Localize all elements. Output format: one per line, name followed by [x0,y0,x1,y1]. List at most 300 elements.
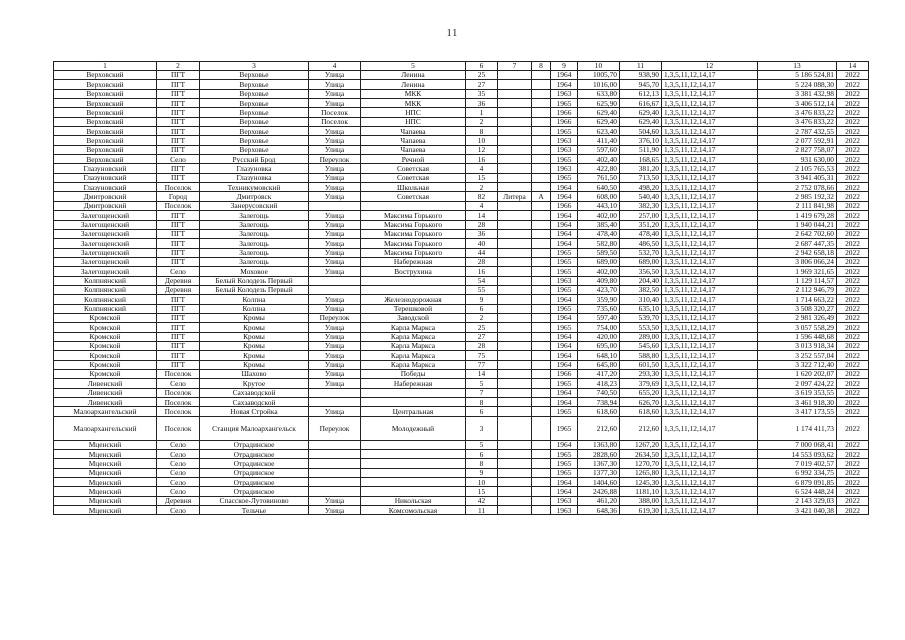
table-cell: 5 186 524,81 [758,71,837,80]
table-row [54,440,869,449]
table-cell: 1,3,5,11,12,14,17 [662,71,758,80]
table-cell: 1963 [551,496,578,505]
table-cell: Дмитровский [54,201,157,210]
table-cell: 3 057 558,29 [758,323,837,332]
table-cell: ПГТ [157,332,200,341]
table-cell: 648,10 [578,351,620,360]
table-cell: 6 [466,407,498,416]
table-cell: Залегощь [200,220,309,229]
table-cell: Деревня [157,496,200,505]
table-cell: 1,3,5,11,12,14,17 [662,468,758,477]
table-cell: 1005,70 [578,71,620,80]
table-cell: 3 619 353,55 [758,388,837,397]
table-cell [532,117,551,126]
table-row [54,220,869,229]
table-cell: Село [157,440,200,449]
table-cell [498,229,532,238]
table-row [54,276,869,285]
table-cell [498,239,532,248]
table-cell: Село [157,379,200,388]
table-row [54,295,869,304]
table-row [54,379,869,388]
table-cell: 2022 [837,407,869,416]
table-cell [498,220,532,229]
table-cell: 3 322 712,40 [758,360,837,369]
table-cell: 1966 [551,117,578,126]
table-cell: Шахово [200,370,309,379]
table-cell [498,370,532,379]
table-cell: Новая Стройка [200,407,309,416]
table-cell: 3 417 173,55 [758,407,837,416]
table-cell: 1965 [551,459,578,468]
table-row [54,468,869,477]
page-number: 11 [446,28,459,39]
table-cell: 402,00 [578,211,620,220]
table-cell [532,360,551,369]
table-cell: 2022 [837,257,869,266]
table-row [54,183,869,192]
table-cell [361,478,466,487]
table-cell: 1,3,5,11,12,14,17 [662,183,758,192]
table-cell [498,136,532,145]
table-cell: 1964 [551,183,578,192]
table-cell [498,341,532,350]
table-cell: 1,3,5,11,12,14,17 [662,304,758,313]
table-cell: 28 [466,257,498,266]
table-cell: Максима Горького [361,220,466,229]
table-cell: Карла Маркса [361,360,466,369]
table-cell: Поселок [157,183,200,192]
table-cell: Улица [309,407,361,416]
column-number: 11 [620,62,662,71]
table-cell: 11 [466,506,498,515]
table-cell [498,145,532,154]
table-cell: 1965 [551,323,578,332]
table-cell: 2022 [837,164,869,173]
table-cell: Верховье [200,80,309,89]
table-cell: ПГТ [157,323,200,332]
table-cell: Улица [309,323,361,332]
table-cell: 1,3,5,11,12,14,17 [662,201,758,210]
table-row [54,239,869,248]
table-cell: Тельчье [200,506,309,515]
table-cell: Карла Маркса [361,332,466,341]
table-row [54,89,869,98]
table-cell [532,201,551,210]
table-cell: Поселок [157,201,200,210]
table-cell: 1964 [551,487,578,496]
table-cell: Переулок [309,416,361,440]
table-cell [532,478,551,487]
table-cell: Поселок [157,370,200,379]
table-cell: 2 111 841,98 [758,201,837,210]
table-cell: Улица [309,145,361,154]
table-cell [498,80,532,89]
table-cell: 1,3,5,11,12,14,17 [662,351,758,360]
table-cell: Деревня [157,285,200,294]
table-cell: Переулок [309,313,361,322]
table-cell: Мценский [54,459,157,468]
table-cell [532,155,551,164]
table-cell [532,351,551,360]
table-cell: Набережная [361,257,466,266]
table-cell: 1245,30 [620,478,662,487]
table-cell: Село [157,506,200,515]
table-cell: 1016,00 [578,80,620,89]
table-cell: 1964 [551,478,578,487]
table-cell: 1965 [551,257,578,266]
table-cell: 1966 [551,108,578,117]
table-cell: 1963 [551,164,578,173]
table-cell: Ливенский [54,398,157,407]
table-cell: ПГТ [157,248,200,257]
table-cell: 618,60 [578,407,620,416]
table-cell: 1,3,5,11,12,14,17 [662,164,758,173]
table-cell [532,379,551,388]
table-cell: Верховский [54,127,157,136]
table-cell: Улица [309,211,361,220]
table-cell: Победы [361,370,466,379]
table-cell: Белый Колодезь Первый [200,276,309,285]
table-cell: 6 879 091,85 [758,478,837,487]
table-cell [361,388,466,397]
table-cell: 540,40 [620,192,662,201]
table-cell: 2022 [837,183,869,192]
table-cell: Кромской [54,360,157,369]
table-cell: Сахзаводской [200,398,309,407]
table-cell: 1964 [551,229,578,238]
table-cell: 1 714 663,22 [758,295,837,304]
table-cell: 1,3,5,11,12,14,17 [662,341,758,350]
table-row [54,388,869,397]
table-cell: 1,3,5,11,12,14,17 [662,450,758,459]
table-cell: 635,10 [620,304,662,313]
table-cell: 422,80 [578,164,620,173]
table-cell: 2022 [837,89,869,98]
table-cell: 257,00 [620,211,662,220]
table-cell: 713,50 [620,173,662,182]
table-cell: 1,3,5,11,12,14,17 [662,155,758,164]
table-cell: Верховский [54,89,157,98]
table-cell: Ленина [361,71,466,80]
table-row [54,257,869,266]
table-cell: 1,3,5,11,12,14,17 [662,379,758,388]
table-cell [361,201,466,210]
table-cell: 689,00 [620,257,662,266]
table-cell: 1965 [551,173,578,182]
table-cell: Колпнянский [54,285,157,294]
table-cell: 588,80 [620,351,662,360]
table-cell [498,313,532,322]
table-row [54,211,869,220]
table-cell [532,450,551,459]
table-cell [498,332,532,341]
table-cell: 1965 [551,468,578,477]
table-row [54,229,869,238]
table-cell: 3 252 557,04 [758,351,837,360]
table-row [54,313,869,322]
table-cell: 40 [466,239,498,248]
table-cell [532,257,551,266]
table-cell: Залегощь [200,257,309,266]
table-cell: 1,3,5,11,12,14,17 [662,89,758,98]
table-cell: 2022 [837,136,869,145]
table-cell: 1,3,5,11,12,14,17 [662,248,758,257]
table-cell: Советская [361,192,466,201]
table-cell: 25 [466,323,498,332]
table-cell [532,164,551,173]
table-cell: 1965 [551,416,578,440]
table-cell: 545,60 [620,341,662,350]
table-cell: 2022 [837,173,869,182]
table-cell: 3 421 040,38 [758,506,837,515]
table-cell: 608,00 [578,192,620,201]
table-cell: 2426,88 [578,487,620,496]
table-cell: Поселок [157,416,200,440]
table-cell: 356,50 [620,267,662,276]
table-cell: Глазуновка [200,173,309,182]
table-cell: 2634,50 [620,450,662,459]
table-cell: 2022 [837,117,869,126]
table-cell: 2 [466,183,498,192]
table-cell: 1965 [551,450,578,459]
table-cell: ПГТ [157,108,200,117]
table-cell: 6 [466,450,498,459]
table-cell [532,416,551,440]
table-cell: 3 406 512,14 [758,99,837,108]
table-cell: 2 981 326,49 [758,313,837,322]
table-cell [498,506,532,515]
table-cell: 2022 [837,370,869,379]
table-cell: 1 129 114,57 [758,276,837,285]
table-cell: 2022 [837,211,869,220]
table-cell [498,99,532,108]
table-cell: 1,3,5,11,12,14,17 [662,192,758,201]
table-cell: 1964 [551,332,578,341]
table-row [54,407,869,416]
table-cell: 27 [466,80,498,89]
table-cell: Ливенский [54,379,157,388]
table-cell: 1964 [551,192,578,201]
table-cell: 2022 [837,496,869,505]
table-row [54,136,869,145]
table-row [54,351,869,360]
table-cell: 9 [466,468,498,477]
table-cell: 1964 [551,440,578,449]
table-cell: ПГТ [157,341,200,350]
table-cell [361,440,466,449]
table-cell: 14 553 093,62 [758,450,837,459]
table-cell: 5 [466,379,498,388]
table-cell: 6 [466,304,498,313]
table-row [54,108,869,117]
table-cell: Верховье [200,127,309,136]
table-cell: 418,23 [578,379,620,388]
table-cell [309,276,361,285]
table-cell: Мценский [54,506,157,515]
table-cell [361,468,466,477]
table-cell: Верховский [54,80,157,89]
table-cell: 2022 [837,341,869,350]
table-cell: Терешковой [361,304,466,313]
table-cell: 14 [466,370,498,379]
table-cell: Улица [309,127,361,136]
table-cell: Мценский [54,487,157,496]
table-cell: 1964 [551,71,578,80]
table-cell: ПГТ [157,127,200,136]
table-cell: 2022 [837,304,869,313]
table-cell: ПГТ [157,89,200,98]
table-cell [309,468,361,477]
table-cell: 1,3,5,11,12,14,17 [662,239,758,248]
table-cell: 1,3,5,11,12,14,17 [662,99,758,108]
table-cell [498,468,532,477]
table-cell: 589,50 [578,248,620,257]
table-cell: Верховский [54,136,157,145]
table-cell: 1964 [551,220,578,229]
table-cell [361,398,466,407]
table-cell: 379,69 [620,379,662,388]
table-cell: Улица [309,80,361,89]
table-row [54,341,869,350]
table-cell: Село [157,478,200,487]
table-cell: 1965 [551,155,578,164]
table-cell: 2 642 702,60 [758,229,837,238]
table-cell: ПГТ [157,295,200,304]
table-cell: Улица [309,89,361,98]
table-cell: 633,80 [578,89,620,98]
table-cell [532,407,551,416]
column-number-header [54,62,869,71]
table-cell: 945,70 [620,80,662,89]
table-cell: 1,3,5,11,12,14,17 [662,478,758,487]
table-cell: Глазуновка [200,164,309,173]
table-cell: Залегощенский [54,257,157,266]
table-cell: Верховье [200,117,309,126]
table-cell: 2022 [837,388,869,397]
table-cell: 1964 [551,341,578,350]
table-cell: 2022 [837,155,869,164]
table-row [54,285,869,294]
table-cell: 1965 [551,407,578,416]
column-number: 8 [532,62,551,71]
table-cell: ПГТ [157,211,200,220]
table-cell: 738,94 [578,398,620,407]
table-cell: 1,3,5,11,12,14,17 [662,440,758,449]
table-cell: 938,90 [620,71,662,80]
table-cell: 423,70 [578,285,620,294]
table-cell: 626,70 [620,398,662,407]
table-cell: 2022 [837,276,869,285]
table-cell: 2828,60 [578,450,620,459]
table-cell [532,323,551,332]
table-cell: 1,3,5,11,12,14,17 [662,370,758,379]
table-cell: Село [157,155,200,164]
table-cell: 2022 [837,440,869,449]
table-cell: 504,60 [620,127,662,136]
table-cell: ПГТ [157,71,200,80]
table-cell [532,71,551,80]
table-cell [309,388,361,397]
table-cell: ПГТ [157,80,200,89]
table-cell: ПГТ [157,173,200,182]
table-cell: 629,40 [620,108,662,117]
table-cell [532,267,551,276]
table-cell: Колпна [200,295,309,304]
table-row [54,155,869,164]
table-cell: 461,20 [578,496,620,505]
table-cell: 420,00 [578,332,620,341]
table-cell: 655,20 [620,388,662,397]
table-cell: 1,3,5,11,12,14,17 [662,487,758,496]
table-cell: 2 097 424,22 [758,379,837,388]
table-cell: Улица [309,164,361,173]
column-number: 12 [662,62,758,71]
table-cell: 310,40 [620,295,662,304]
table-cell: Карла Маркса [361,351,466,360]
table-row [54,117,869,126]
table-row [54,80,869,89]
table-cell [532,276,551,285]
table-cell: А [532,192,551,201]
table-cell: Ливенский [54,388,157,397]
table-cell: Верховский [54,145,157,154]
table-cell [532,173,551,182]
table-cell: Максима Горького [361,248,466,257]
table-cell: ПГТ [157,117,200,126]
table-cell: 1367,30 [578,459,620,468]
table-cell: 2022 [837,398,869,407]
table-cell: Кромской [54,313,157,322]
table-cell: Белый Колодезь Первый [200,285,309,294]
table-cell: НПС [361,117,466,126]
table-cell: Верховский [54,155,157,164]
table-cell: Моховое [200,267,309,276]
table-cell: ПГТ [157,145,200,154]
table-cell: 16 [466,267,498,276]
table-cell [532,145,551,154]
table-cell [498,211,532,220]
table-cell: 381,20 [620,164,662,173]
table-cell: 2 752 078,66 [758,183,837,192]
table-cell: Улица [309,173,361,182]
table-cell: 77 [466,360,498,369]
table-cell: 1 969 321,65 [758,267,837,276]
table-cell: 629,40 [578,117,620,126]
table-cell: 1966 [551,370,578,379]
table-cell [361,276,466,285]
table-cell: 2022 [837,127,869,136]
table-cell: 402,00 [578,267,620,276]
table-cell [309,285,361,294]
table-cell [498,127,532,136]
table-cell: 640,50 [578,183,620,192]
registry-body [54,62,869,515]
table-cell: 2022 [837,220,869,229]
table-cell [498,201,532,210]
table-cell: 55 [466,285,498,294]
table-cell [498,459,532,468]
column-number: 3 [200,62,309,71]
table-cell [532,99,551,108]
table-cell: Залегощенский [54,229,157,238]
table-cell: 761,50 [578,173,620,182]
table-cell: 388,00 [620,496,662,505]
table-cell [361,459,466,468]
table-cell: 12 [466,145,498,154]
table-cell: 478,40 [578,229,620,238]
table-row [54,478,869,487]
